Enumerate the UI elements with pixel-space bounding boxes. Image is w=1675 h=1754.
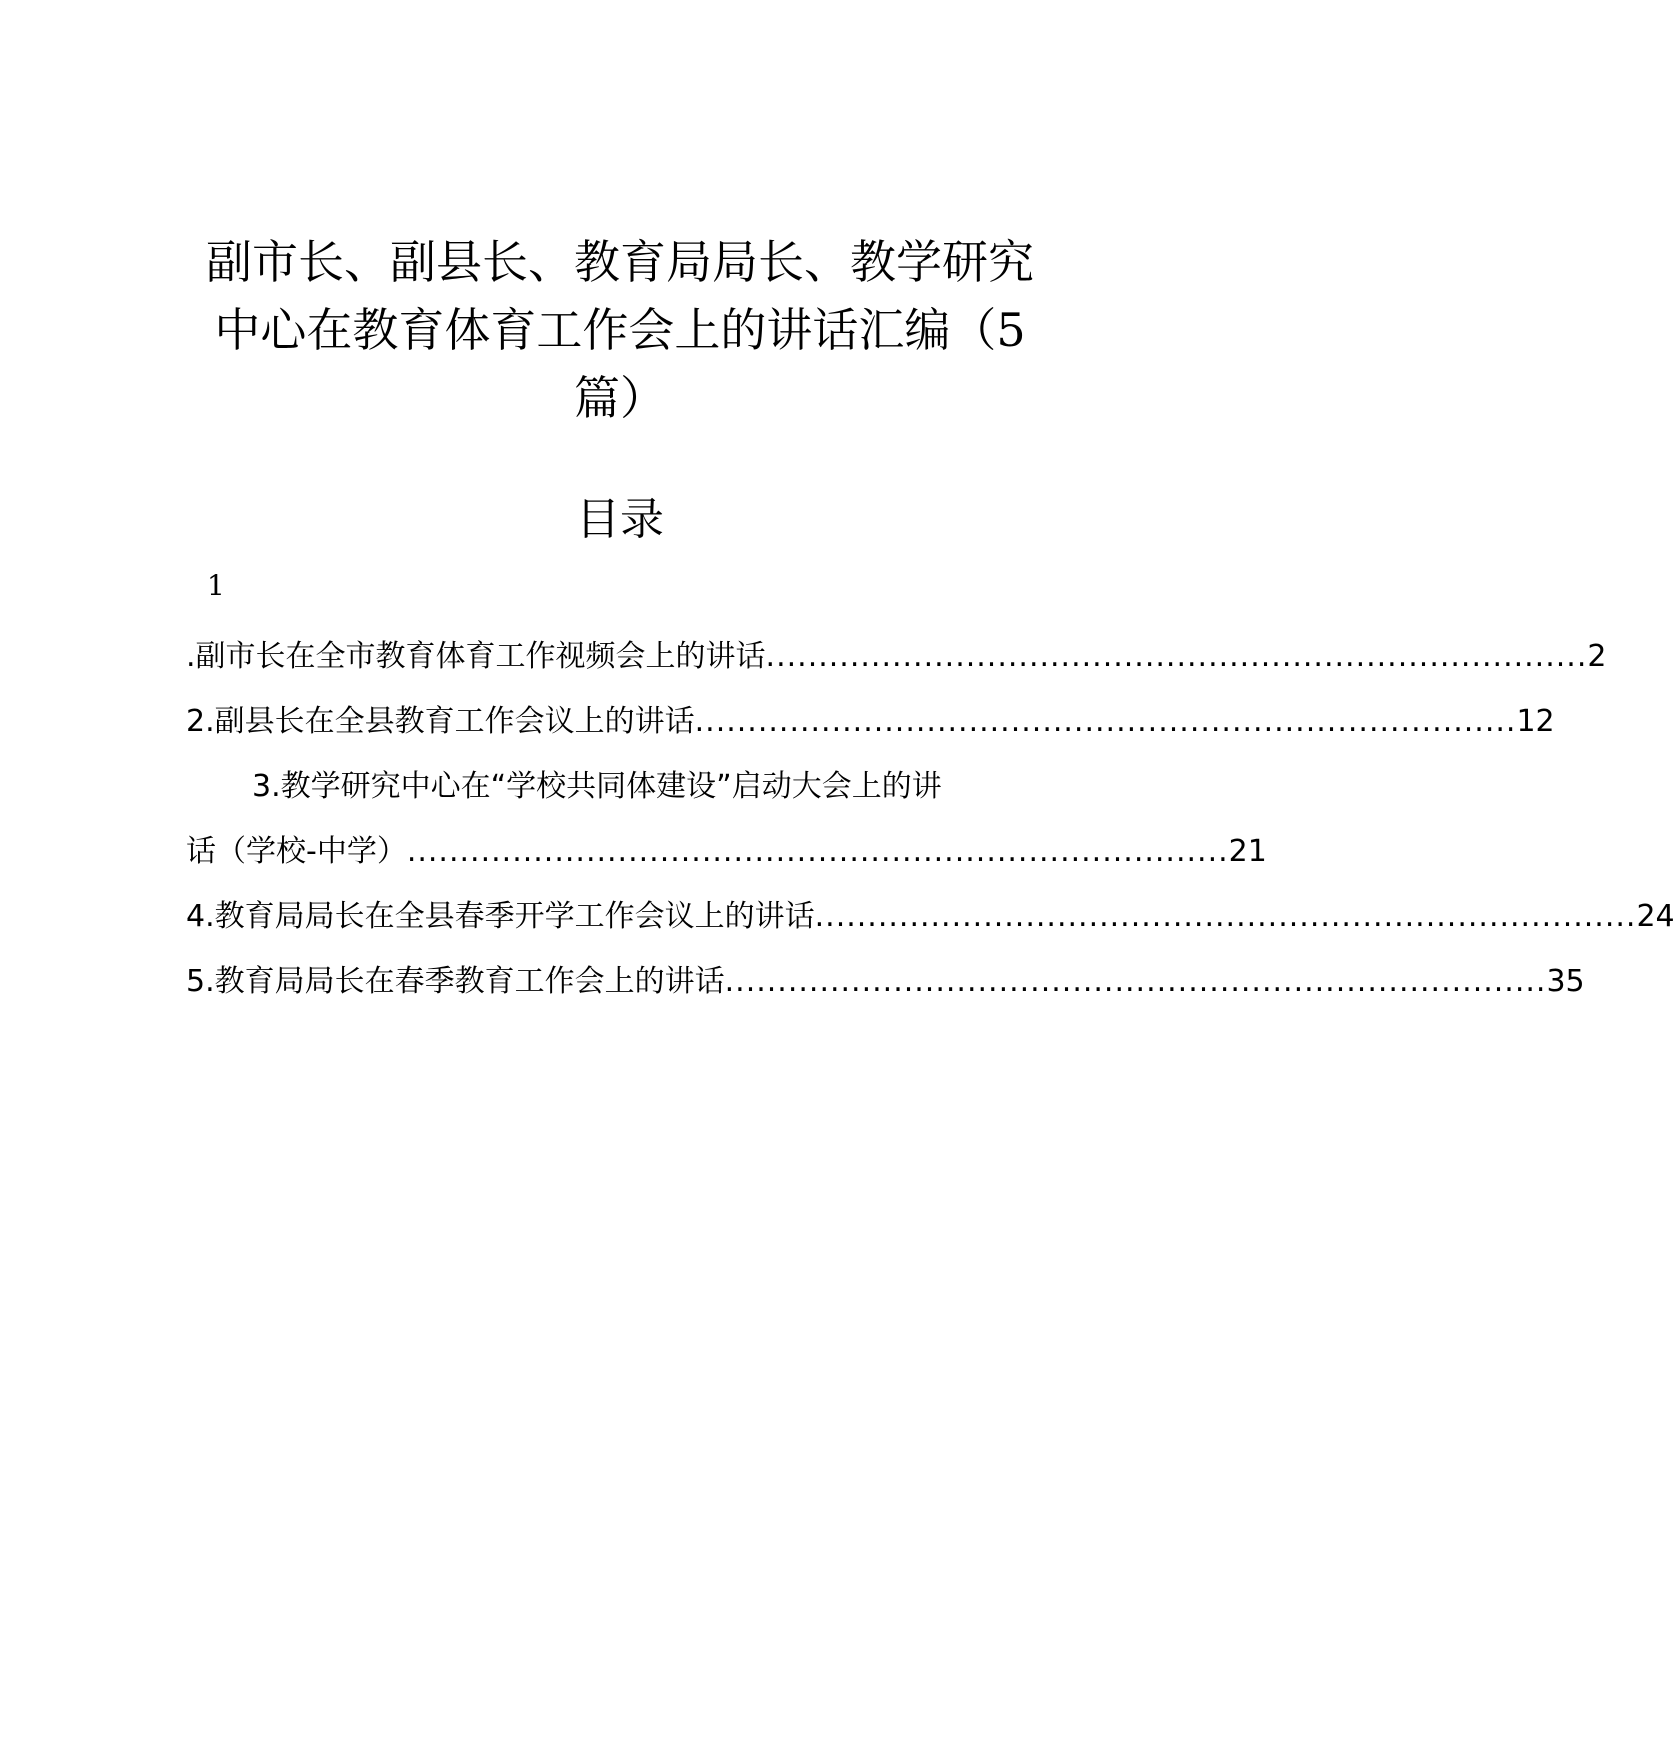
toc-entry[interactable] [186, 624, 1607, 689]
toc-entry-label: 5.教育局局长在春季教育工作会上的讲话 [186, 964, 725, 999]
title-line-2: 中心在教育体育工作会上的讲话汇编（ [214, 303, 997, 357]
document-title [200, 228, 1040, 432]
toc-leader-dots: .............................................................................. [765, 639, 1588, 674]
toc-leader-dots: .............................................................................. [814, 899, 1637, 934]
title-line-3: 篇） [574, 371, 666, 425]
toc-entry[interactable] [186, 754, 1267, 884]
toc-entry[interactable] [186, 884, 1675, 949]
toc-entry-label: .副市长在全市教育体育工作视频会上的讲话 [186, 639, 766, 674]
toc-entry-page: 21 [1228, 834, 1267, 869]
stray-number: 1 [207, 569, 225, 602]
toc-leader-dots: .............................................................................. [694, 704, 1517, 739]
toc-entry-label-line1: 3.教学研究中心在“学校共同体建设”启动大会上的讲 [252, 769, 942, 804]
toc-entry-page: 35 [1546, 964, 1585, 999]
toc-entry-page: 24 [1636, 899, 1675, 934]
toc-entry[interactable] [186, 689, 1555, 754]
title-article-count: 5 [996, 303, 1026, 357]
toc-entry-label: 4.教育局局长在全县春季开学工作会议上的讲话 [186, 899, 815, 934]
toc-heading: 目录 [576, 494, 664, 545]
title-line-1: 副市长、副县长、教育局局长、教学研究 [206, 235, 1034, 289]
toc-entry-page: 12 [1516, 704, 1555, 739]
toc-entry[interactable] [186, 949, 1585, 1014]
toc-leader-dots: .............................................................................. [406, 834, 1229, 869]
table-of-contents [186, 624, 1675, 1014]
toc-entry-label-line2: 话（学校-中学） [186, 834, 407, 869]
toc-entry-page: 2 [1587, 639, 1607, 674]
toc-entry-label: 2.副县长在全县教育工作会议上的讲话 [186, 704, 695, 739]
toc-leader-dots: .............................................................................. [724, 964, 1547, 999]
